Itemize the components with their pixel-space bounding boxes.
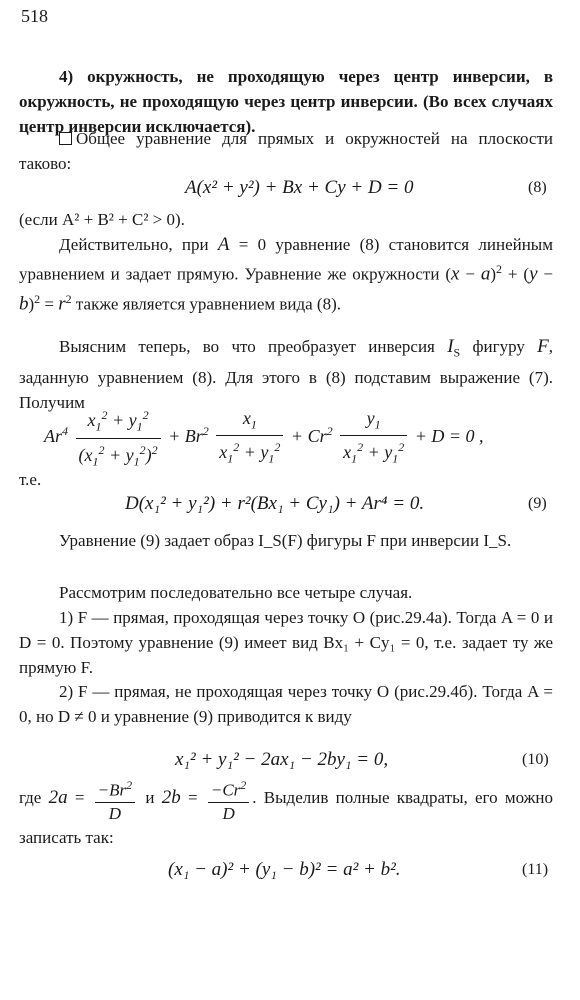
equation-9-number: (9) (528, 495, 547, 512)
paragraph-find-image: Выясним теперь, во что преобразует инверсия $I_S$ фигуру F, заданную уравнением (8). Для этого в (8) подставим выражение (7). Получим (19, 336, 554, 413)
case-2: 2) F — прямая, не проходящая через точку O (рис.29.4б). Тогда A = 0, но D ≠ 0 и уравнение (9) приводится к виду (19, 682, 553, 726)
equation-substituted: Ar$^4$ $\frac{x_1^2 + y_1^2}{(x_1^2 + y_1^2)^2}$ + $Br^2$ $\frac{x_1}{x_1^2 + y_1^2}$ + $Cr^2$ $\frac{y_1}{x_1^2 + y_1^2}$ + D = 0 , (44, 404, 484, 472)
paragraph-where: где 2a = $\frac{-Br^2}{D}$ и 2b = $\frac{-Cr^2}{D}$ . Выделив полные квадраты, его можно записать так: (19, 774, 553, 851)
equation-8-number: (8) (528, 179, 547, 196)
text-te: т.е. (19, 470, 42, 489)
paragraph-consider-cases: Рассмотрим последовательно все четыре случая. (59, 583, 413, 602)
theorem-part-4: 4) окружность, не проходящую через центр инверсии, в окружность, не проходящую через центр инверсии. (Во всех случаях центр инверсии исключается). (19, 67, 553, 136)
fraction-a: $\frac{-Br^2}{D}$ (95, 774, 135, 825)
fraction-b: $\frac{-Cr^2}{D}$ (208, 774, 249, 825)
case-1: 1) F — прямая, проходящая через точку O (рис.29.4а). Тогда A = 0 и D = 0. Поэтому уравнение (9) имеет вид Bx₁ + Cy₁ = 0, т.е. задает ту же прямую F. (19, 608, 553, 677)
equation-9: D(x₁² + y₁²) + r²(Bx₁ + Cy₁) + Ar⁴ = 0. (125, 493, 425, 514)
paragraph-indeed: Действительно, при A = 0 уравнение (8) становится линейным уравнением и задает прямую. Уравнение же окружности $(x - a)^2 + (y - b)^2 = r^2$ также является уравнением вида (8). (19, 234, 553, 315)
equation-8-condition: (если A² + B² + C² > 0). (19, 210, 185, 229)
fraction-3: $\frac{y_1}{x_1^2 + y_1^2}$ (340, 407, 407, 470)
equation-10: x₁² + y₁² − 2ax₁ − 2by₁ = 0, (175, 749, 389, 770)
fraction-2: $\frac{x_1}{x_1^2 + y_1^2}$ (216, 407, 283, 470)
equation-11: (x₁ − a)² + (y₁ − b)² = a² + b². (168, 859, 401, 880)
equation-11-number: (11) (522, 861, 549, 878)
equation-10-number: (10) (522, 751, 549, 768)
equation-8: A(x² + y²) + Bx + Cy + D = 0 (185, 177, 414, 198)
proof-square-icon (59, 132, 72, 145)
paragraph-equation-9: Уравнение (9) задает образ I_S(F) фигуры F при инверсии I_S. (59, 531, 512, 550)
fraction-1: $\frac{x_1^2 + y_1^2}{(x_1^2 + y_1^2)^2}$ (76, 404, 161, 472)
page-number: 518 (21, 6, 48, 26)
proof-intro: Общее уравнение для прямых и окружностей на плоскости таково: (19, 129, 553, 173)
